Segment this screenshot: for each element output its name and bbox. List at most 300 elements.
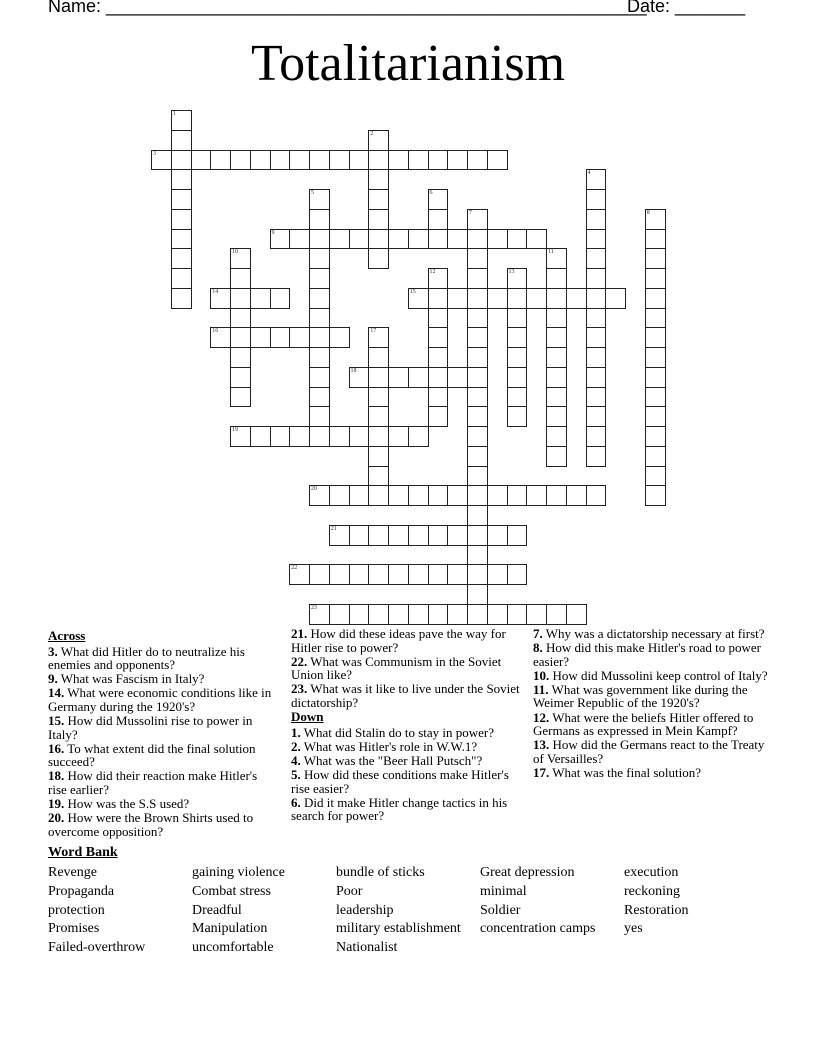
crossword-cell[interactable] [586, 406, 607, 427]
crossword-cell[interactable] [467, 248, 488, 269]
crossword-cell[interactable] [645, 209, 666, 230]
crossword-cell[interactable] [171, 189, 192, 210]
crossword-cell[interactable] [349, 229, 370, 250]
crossword-cell[interactable] [230, 367, 251, 388]
clue-number: 15 [409, 288, 416, 295]
clue-number-label: 21. [291, 626, 308, 641]
word-bank-item: Manipulation [192, 921, 268, 937]
crossword-cell[interactable] [250, 288, 271, 309]
crossword-cell[interactable] [368, 406, 389, 427]
crossword-cell[interactable] [309, 406, 330, 427]
crossword-cell[interactable] [546, 604, 567, 625]
crossword-cell[interactable] [428, 564, 449, 585]
crossword-cell[interactable] [309, 268, 330, 289]
clue-number-label: 11. [533, 681, 549, 697]
crossword-cell[interactable] [507, 525, 528, 546]
crossword-cell[interactable] [388, 367, 409, 388]
crossword-cell[interactable] [210, 327, 231, 348]
crossword-cell[interactable] [289, 564, 310, 585]
clue-text: How did these conditions make Hitler's rise easier? [291, 766, 509, 796]
crossword-cell[interactable] [368, 564, 389, 585]
crossword-cell[interactable] [586, 209, 607, 230]
crossword-cell[interactable] [230, 308, 251, 329]
crossword-cell[interactable] [270, 327, 291, 348]
crossword-cell[interactable] [467, 584, 488, 605]
crossword-cell[interactable] [230, 347, 251, 368]
crossword-cell[interactable] [507, 347, 528, 368]
crossword-cell[interactable] [368, 604, 389, 625]
crossword-cell[interactable] [428, 288, 449, 309]
crossword-cell[interactable] [368, 229, 389, 250]
crossword-cell[interactable] [645, 387, 666, 408]
crossword-cell[interactable] [605, 288, 626, 309]
crossword-cell[interactable] [546, 308, 567, 329]
crossword-cell[interactable] [270, 288, 291, 309]
crossword-cell[interactable] [329, 525, 350, 546]
crossword-cell[interactable] [586, 288, 607, 309]
crossword-cell[interactable] [270, 426, 291, 447]
crossword-cell[interactable] [447, 288, 468, 309]
crossword-cell[interactable] [171, 268, 192, 289]
crossword-cell[interactable] [586, 367, 607, 388]
crossword-cell[interactable] [428, 604, 449, 625]
crossword-cell[interactable] [546, 387, 567, 408]
crossword-cell[interactable] [329, 426, 350, 447]
crossword-cell[interactable] [467, 288, 488, 309]
word-bank-item: yes [624, 921, 643, 937]
crossword-cell[interactable] [546, 248, 567, 269]
clue-text: What did Stalin do to stay in power? [300, 724, 495, 740]
word-bank-column [624, 864, 689, 939]
clue-item [291, 796, 523, 823]
crossword-cell[interactable] [507, 367, 528, 388]
crossword-cell[interactable] [368, 485, 389, 506]
crossword-cell[interactable] [487, 288, 508, 309]
crossword-cell[interactable] [368, 248, 389, 269]
clue-number: 13 [508, 269, 515, 275]
word-bank-item: uncomfortable [192, 940, 274, 956]
crossword-cell[interactable] [546, 446, 567, 467]
crossword-cell[interactable] [546, 347, 567, 368]
crossword-cell[interactable] [507, 288, 528, 309]
crossword-cell[interactable] [467, 604, 488, 625]
word-bank-item: reckoning [624, 883, 680, 899]
crossword-cell[interactable] [487, 150, 508, 171]
word-bank-item: Combat stress [192, 883, 271, 899]
crossword-cell[interactable] [487, 525, 508, 546]
crossword-cell[interactable] [507, 327, 528, 348]
clue-item [533, 766, 769, 780]
crossword-cell[interactable] [329, 150, 350, 171]
crossword-cell[interactable] [447, 525, 468, 546]
crossword-cell[interactable] [171, 169, 192, 190]
crossword-cell[interactable] [507, 485, 528, 506]
crossword-cell[interactable] [171, 130, 192, 151]
crossword-cell[interactable] [645, 426, 666, 447]
crossword-cell[interactable] [349, 564, 370, 585]
crossword-cell[interactable] [467, 347, 488, 368]
crossword-cell[interactable] [467, 150, 488, 171]
crossword-cell[interactable] [566, 288, 587, 309]
clue-number-label: 2. [291, 738, 301, 754]
crossword-cell[interactable] [428, 406, 449, 427]
word-bank-item: Soldier [480, 902, 521, 918]
crossword-cell[interactable] [329, 604, 350, 625]
clue-item [533, 738, 769, 765]
crossword-cell[interactable] [526, 229, 547, 250]
crossword-cell[interactable] [546, 288, 567, 309]
clue-item [48, 769, 278, 796]
crossword-cell[interactable] [546, 327, 567, 348]
crossword-cell[interactable] [329, 485, 350, 506]
crossword-cell[interactable] [171, 110, 192, 131]
crossword-cell[interactable] [309, 229, 330, 250]
word-bank-item: Restoration [624, 902, 689, 918]
crossword-cell[interactable] [329, 229, 350, 250]
crossword-cell[interactable] [289, 426, 310, 447]
crossword-cell[interactable] [171, 209, 192, 230]
crossword-cell[interactable] [408, 367, 429, 388]
crossword-cell[interactable] [368, 189, 389, 210]
crossword-cell[interactable] [428, 150, 449, 171]
crossword-cell[interactable] [507, 406, 528, 427]
crossword-cell[interactable] [645, 327, 666, 348]
crossword-cell[interactable] [368, 169, 389, 190]
crossword-cell[interactable] [467, 564, 488, 585]
crossword-cell[interactable] [230, 387, 251, 408]
word-bank-item: bundle of sticks [336, 865, 425, 880]
crossword-cell[interactable] [467, 367, 488, 388]
crossword-cell[interactable] [546, 268, 567, 289]
crossword-cell[interactable] [586, 327, 607, 348]
crossword-cell[interactable] [507, 268, 528, 289]
clue-number-label: 3. [48, 643, 58, 659]
clue-number-label: 16. [48, 740, 65, 756]
crossword-cell[interactable] [526, 288, 547, 309]
crossword-cell[interactable] [546, 426, 567, 447]
crossword-cell[interactable] [309, 327, 330, 348]
crossword-cell[interactable] [645, 268, 666, 289]
clue-text: How did Mussolini rise to power in Italy? [48, 713, 253, 742]
crossword-cell[interactable] [447, 485, 468, 506]
clue-number-label: 17. [533, 764, 550, 780]
crossword-cell[interactable] [645, 248, 666, 269]
crossword-cell[interactable] [368, 130, 389, 151]
crossword-cell[interactable] [487, 229, 508, 250]
crossword-cell[interactable] [428, 209, 449, 230]
crossword-cell[interactable] [408, 288, 429, 309]
crossword-cell[interactable] [349, 426, 370, 447]
clue-item [48, 645, 278, 672]
word-bank-item: protection [48, 902, 105, 918]
crossword-cell[interactable] [467, 426, 488, 447]
crossword-cell[interactable] [309, 564, 330, 585]
crossword-cell[interactable] [447, 604, 468, 625]
word-bank-item: concentration camps [480, 921, 596, 937]
clue-number: 2 [370, 130, 374, 137]
crossword-cell[interactable] [487, 485, 508, 506]
crossword-cell[interactable] [309, 248, 330, 269]
crossword-cell[interactable] [586, 248, 607, 269]
crossword-cell[interactable] [487, 564, 508, 585]
crossword-cell[interactable] [151, 150, 172, 171]
crossword-cell[interactable] [309, 288, 330, 309]
crossword-cell[interactable] [507, 387, 528, 408]
crossword-cell[interactable] [388, 229, 409, 250]
clue-number: 6 [429, 190, 433, 196]
crossword-cell[interactable] [428, 367, 449, 388]
crossword-cell[interactable] [210, 288, 231, 309]
crossword-cell[interactable] [368, 446, 389, 467]
crossword-cell[interactable] [388, 564, 409, 585]
clue-text: How did this make Hitler's road to power easier? [533, 640, 761, 669]
clue-number-label: 14. [48, 685, 65, 701]
crossword-cell[interactable] [309, 189, 330, 210]
crossword-cell[interactable] [467, 545, 488, 566]
crossword-cell[interactable] [645, 367, 666, 388]
word-bank-item: Nationalist [336, 940, 398, 956]
clue-text: How did their reaction make Hitler's rise earlier? [48, 768, 258, 798]
clue-item [291, 768, 523, 795]
crossword-cell[interactable] [586, 229, 607, 250]
crossword-cell[interactable] [546, 406, 567, 427]
crossword-cell[interactable] [645, 485, 666, 506]
crossword-cell[interactable] [428, 387, 449, 408]
crossword-cell[interactable] [388, 525, 409, 546]
crossword-cell[interactable] [428, 327, 449, 348]
crossword-cell[interactable] [507, 229, 528, 250]
crossword-cell[interactable] [349, 525, 370, 546]
crossword-cell[interactable] [447, 229, 468, 250]
crossword-cell[interactable] [586, 347, 607, 368]
crossword-cell[interactable] [487, 604, 508, 625]
clue-number: 10 [232, 249, 238, 256]
crossword-cell[interactable] [230, 426, 251, 447]
crossword-cell[interactable] [467, 446, 488, 467]
crossword-cell[interactable] [586, 446, 607, 467]
crossword-cell[interactable] [507, 564, 528, 585]
crossword-cell[interactable] [289, 150, 310, 171]
crossword-cell[interactable] [566, 485, 587, 506]
crossword-cell[interactable] [309, 209, 330, 230]
word-bank-title: Word Bank [48, 845, 118, 860]
clue-number: 11 [548, 249, 554, 256]
crossword-cell[interactable] [467, 229, 488, 250]
crossword-cell[interactable] [309, 308, 330, 329]
clue-item [533, 641, 769, 668]
clue-number-label: 20. [48, 810, 65, 826]
crossword-cell[interactable] [507, 308, 528, 329]
crossword-cell[interactable] [467, 327, 488, 348]
crossword-cell[interactable] [329, 564, 350, 585]
crossword-cell[interactable] [467, 485, 488, 506]
crossword-cell[interactable] [368, 209, 389, 230]
crossword-cell[interactable] [586, 387, 607, 408]
crossword-cell[interactable] [309, 426, 330, 447]
crossword-cell[interactable] [586, 189, 607, 210]
crossword-cell[interactable] [408, 229, 429, 250]
clues-column-3 [533, 627, 769, 780]
clue-text: What did Hitler do to neutralize his enemies and opponents? [48, 643, 245, 673]
crossword-cell[interactable] [349, 604, 370, 625]
clue-number-label: 8. [533, 640, 543, 656]
crossword-cell[interactable] [428, 485, 449, 506]
crossword-cell[interactable] [210, 150, 231, 171]
word-bank-column [192, 864, 285, 958]
crossword-cell[interactable] [309, 485, 330, 506]
crossword-cell[interactable] [428, 189, 449, 210]
crossword-cell[interactable] [388, 604, 409, 625]
crossword-cell[interactable] [507, 604, 528, 625]
crossword-cell[interactable] [230, 288, 251, 309]
crossword-cell[interactable] [428, 308, 449, 329]
crossword-cell[interactable] [526, 485, 547, 506]
clue-item [48, 714, 278, 741]
clue-item [533, 669, 769, 683]
clue-number-label: 15. [48, 713, 65, 729]
crossword-cell[interactable] [428, 347, 449, 368]
crossword-cell[interactable] [388, 426, 409, 447]
crossword-cell[interactable] [566, 604, 587, 625]
crossword-cell[interactable] [586, 308, 607, 329]
crossword-cell[interactable] [368, 347, 389, 368]
clue-number: 1 [172, 111, 176, 117]
crossword-cell[interactable] [349, 150, 370, 171]
crossword-cell[interactable] [467, 466, 488, 487]
crossword-cell[interactable] [467, 387, 488, 408]
clue-item [533, 627, 769, 641]
crossword-cell[interactable] [546, 485, 567, 506]
crossword-cell[interactable] [428, 268, 449, 289]
crossword-cell[interactable] [447, 150, 468, 171]
crossword-cell[interactable] [368, 426, 389, 447]
crossword-cell[interactable] [230, 248, 251, 269]
crossword-cell[interactable] [368, 387, 389, 408]
word-bank-item: Failed-overthrow [48, 940, 146, 956]
crossword-cell[interactable] [408, 426, 429, 447]
crossword-cell[interactable] [467, 209, 488, 230]
clue-text: Why was a dictatorship necessary at first? [542, 626, 765, 641]
clue-number: 17 [370, 328, 377, 335]
clue-text: Did it make Hitler change tactics in his search for power? [291, 794, 508, 824]
crossword-cell[interactable] [250, 327, 271, 348]
crossword-cell[interactable] [289, 229, 310, 250]
crossword-cell[interactable] [467, 525, 488, 546]
crossword-cell[interactable] [467, 505, 488, 526]
crossword-cell[interactable] [586, 268, 607, 289]
crossword-cell[interactable] [645, 229, 666, 250]
clue-number-label: 6. [291, 794, 301, 810]
crossword-cell[interactable] [368, 327, 389, 348]
clue-text: How did the Germans react to the Treaty of Versailles? [533, 737, 765, 766]
word-bank-item: Poor [336, 883, 363, 899]
crossword-cell[interactable] [329, 327, 350, 348]
crossword-cell[interactable] [368, 367, 389, 388]
crossword-cell[interactable] [171, 150, 192, 171]
crossword-cell[interactable] [388, 485, 409, 506]
crossword-cell[interactable] [467, 406, 488, 427]
clue-item [533, 683, 769, 710]
clues-column-1 [48, 629, 278, 839]
clue-number: 21 [330, 525, 337, 532]
crossword-cell[interactable] [309, 387, 330, 408]
crossword-cell[interactable] [447, 367, 468, 388]
crossword-cell[interactable] [388, 150, 409, 171]
clue-item [291, 682, 523, 709]
crossword-cell[interactable] [230, 150, 251, 171]
crossword-cell[interactable] [309, 150, 330, 171]
crossword-cell[interactable] [171, 288, 192, 309]
clue-number-label: 7. [533, 626, 543, 641]
crossword-cell[interactable] [368, 525, 389, 546]
crossword-cell[interactable] [171, 248, 192, 269]
crossword-cell[interactable] [645, 446, 666, 467]
crossword-cell[interactable] [408, 525, 429, 546]
clue-text: What were the beliefs Hitler offered to Germans as expressed in Mein Kampf? [533, 709, 754, 739]
crossword-cell[interactable] [645, 406, 666, 427]
clue-text: How were the Brown Shirts used to overcome opposition? [48, 810, 254, 839]
crossword-cell[interactable] [309, 604, 330, 625]
clue-number: 3 [153, 150, 156, 157]
crossword-cell[interactable] [428, 525, 449, 546]
crossword-cell[interactable] [408, 150, 429, 171]
crossword-cell[interactable] [408, 485, 429, 506]
crossword-cell[interactable] [586, 169, 607, 190]
crossword-cell[interactable] [408, 604, 429, 625]
clue-number: 12 [429, 269, 436, 275]
crossword-cell[interactable] [546, 367, 567, 388]
crossword-cell[interactable] [250, 150, 271, 171]
crossword-cell[interactable] [467, 308, 488, 329]
crossword-cell[interactable] [289, 327, 310, 348]
across-heading: Across [48, 628, 86, 643]
crossword-cell[interactable] [309, 347, 330, 368]
crossword-cell[interactable] [270, 150, 291, 171]
clue-number: 16 [212, 328, 219, 335]
crossword-cell[interactable] [270, 229, 291, 250]
crossword-cell[interactable] [309, 367, 330, 388]
crossword-cell[interactable] [250, 426, 271, 447]
clue-item [291, 655, 523, 682]
crossword-cell[interactable] [586, 485, 607, 506]
clue-number-label: 23. [291, 681, 308, 697]
crossword-cell[interactable] [526, 604, 547, 625]
crossword-cell[interactable] [191, 150, 212, 171]
crossword-cell[interactable] [645, 288, 666, 309]
crossword-cell[interactable] [349, 367, 370, 388]
crossword-cell[interactable] [368, 150, 389, 171]
crossword-cell[interactable] [645, 347, 666, 368]
crossword-cell[interactable] [428, 229, 449, 250]
crossword-cell[interactable] [368, 466, 389, 487]
clue-text: How was the S.S used? [64, 796, 190, 812]
crossword-cell[interactable] [230, 268, 251, 289]
crossword-cell[interactable] [408, 564, 429, 585]
crossword-cell[interactable] [447, 564, 468, 585]
crossword-cell[interactable] [230, 327, 251, 348]
crossword-cell[interactable] [645, 466, 666, 487]
crossword-cell[interactable] [586, 426, 607, 447]
clue-text: How did Mussolini keep control of Italy? [549, 667, 768, 683]
crossword-cell[interactable] [349, 485, 370, 506]
word-bank-item: Revenge [48, 865, 97, 880]
crossword-cell[interactable] [467, 268, 488, 289]
down-heading: Down [291, 709, 324, 725]
word-bank-item: Dreadful [192, 902, 242, 918]
word-bank-column [480, 864, 595, 939]
crossword-cell[interactable] [171, 229, 192, 250]
crossword-cell[interactable] [645, 308, 666, 329]
